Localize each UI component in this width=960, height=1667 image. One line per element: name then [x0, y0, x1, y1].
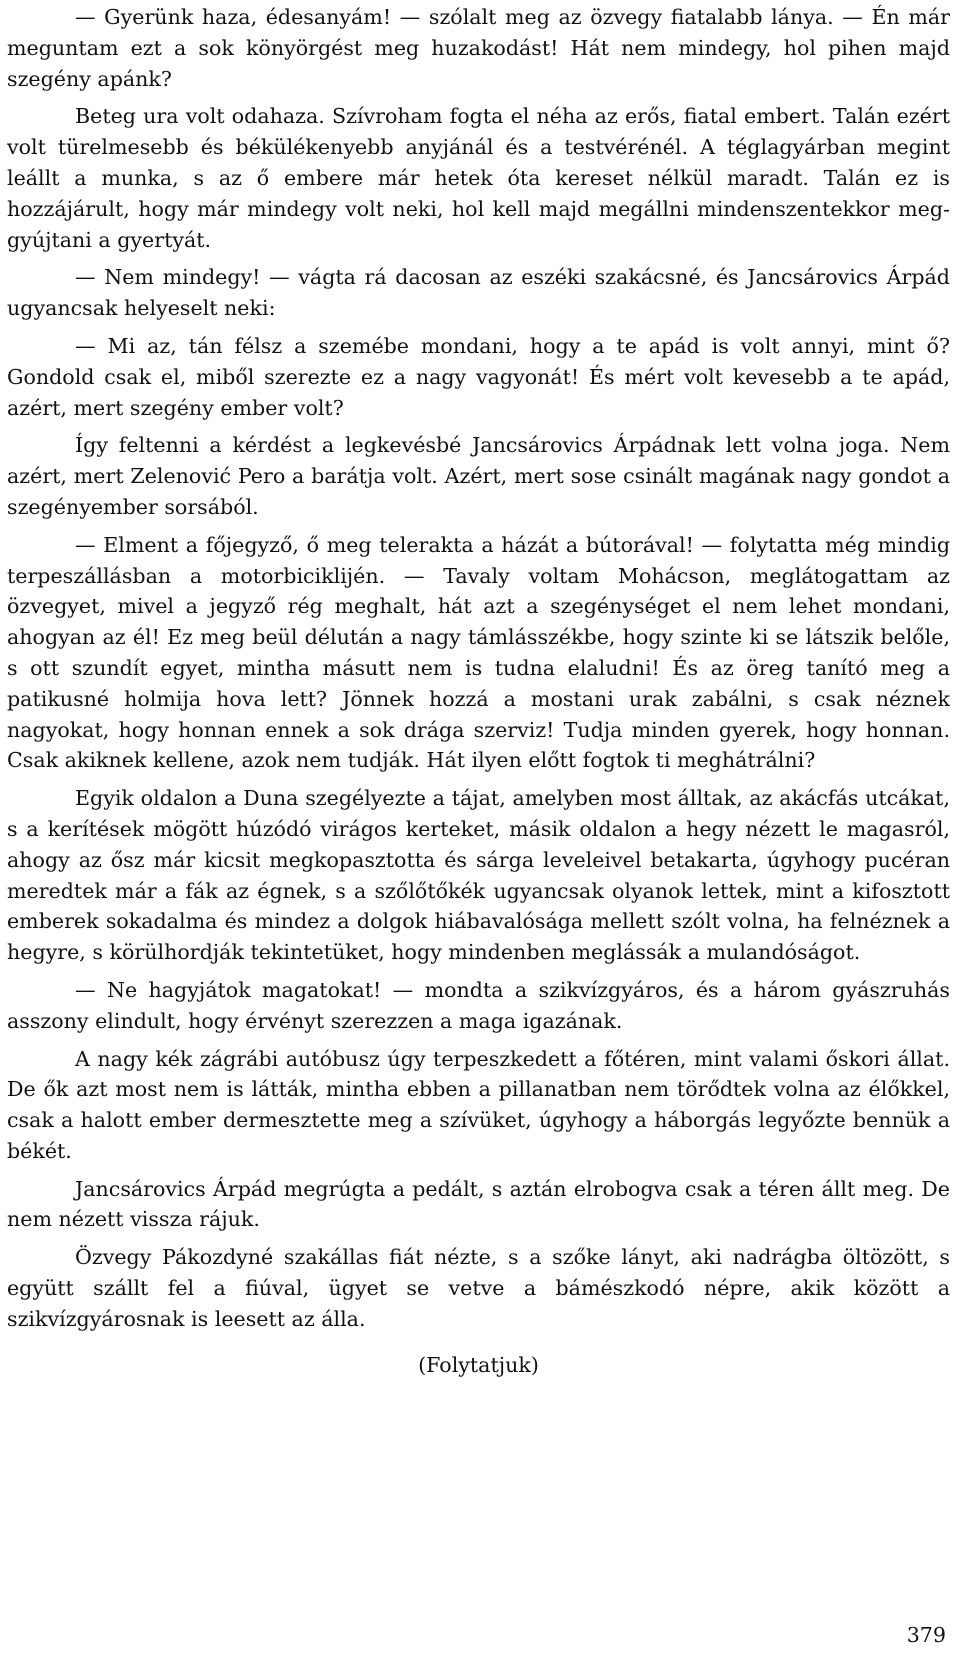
page-number: 379 — [906, 1623, 946, 1648]
paragraph-10: Jancsárovics Árpád megrúgta a pedált, s aztán elrobogva csak a téren állt meg. De nem nézett vissza rájuk. — [7, 1176, 950, 1232]
paragraph-11: Özvegy Pákozdyné szakállas fiát nézte, s a szőke lányt, aki nadrágba öltözött, s együtt szállt fel a fiúval, ügyet se vetve a bámészkodó népre, akik között a szikvízgyárosnak is leesett az álla. — [7, 1245, 950, 1331]
paragraph-7: Egyik oldalon a Duna szegélyezte a tájat, amelyben most álltak, az akácfás utcákat, s a kerítések mögött húzódó virágos kerteket, másik oldalon a hegy nézett le magasról, ahogy az ősz már kicsit megkopasztotta és sárga leveleivel betakarta, úgyhogy pucéran meredtek már a fák az égnek, s a szőlőtőkék ugyancsak olyanok lettek, mint a kifosztott emberek sokadalma és mindez a dolgok hiábavalósága mellett szólt volna, ha felnéznek a hegyre, s körülhordják tekintetüket, hogy mindenben meglássák a mulandóságot. — [7, 786, 950, 965]
paragraph-6: — Elment a főjegyző, ő meg telerakta a házát a bútorával! — folytatta még mindig terpeszállásban a motorbiciklijén. — Tavaly voltam Mohácson, meglátogattam az özvegyet, mivel a jegyző rég meghalt, hát azt a szegénységet el nem lehet mondani, ahogyan az él! Ez meg beül délután a nagy támlásszékbe, hogy szinte ki se látszik belőle, s ott szundít egyet, mintha másutt nem is tudna elaludni! És az öreg tanító meg a patikusné holmija hova lett? Jönnek hozzá a mostani urak zabálni, s csak néznek nagyokat, hogy honnan ennek a sok drága szerviz! Tudja minden gyerek, hogy honnan. Csak akiknek kellene, azok nem tudják. Hát ilyen előtt fogtok ti meghátrálni? — [7, 532, 950, 773]
paragraph-1: — Gyerünk haza, édesanyám! — szólalt meg az özvegy fiatalabb lánya. — Én már meguntam ezt a sok könyörgést meg huzakodást! Hát nem mindegy, hol pihen majd szegény apánk? — [7, 5, 950, 91]
paragraph-2: Beteg ura volt odahaza. Szívroham fogta el néha az erős, fiatal embert. Talán ezért volt türelmesebb és békülékenyebb anyjánál és a testvérénél. A téglagyárban megint leállt a munka, s az ő embere már hetek óta kereset nélkül maradt. Talán ez is hozzájárult, hogy már mindegy volt neki, hol kell majd megállni mindenszentekkor meggyújtani a gyertyát. — [7, 104, 950, 252]
paragraph-8: — Ne hagyjátok magatokat! — mondta a szikvízgyáros, és a három gyászruhás asszony elindult, hogy érvényt szerezzen a maga igazának. — [7, 977, 950, 1033]
to-be-continued: (Folytatjuk) — [418, 1352, 539, 1377]
paragraph-5: Így feltenni a kérdést a legkevésbé Jancsárovics Árpádnak lett volna joga. Nem azért, mert Zelenović Pero a barátja volt. Azért, mert sose csinált magának nagy gondot a szegényember sorsából. — [7, 433, 950, 519]
paragraph-3: — Nem mindegy! — vágta rá dacosan az eszéki szakácsné, és Jancsárovics Árpád ugyancsak helyeselt neki: — [7, 265, 950, 321]
paragraph-9: A nagy kék zágrábi autóbusz úgy terpeszkedett a főtéren, mint valami őskori állat. De ők azt most nem is látták, mintha ebben a pillanatban nem törődtek volna az élőkkel, csak a halott ember dermesztette meg a szívüket, úgyhogy a háborgás legyőzte bennük a békét. — [7, 1046, 950, 1163]
paragraph-4: — Mi az, tán félsz a szemébe mondani, hogy a te apád is volt annyi, mint ő? Gondold csak el, miből szerezte ez a nagy vagyonát! És mért volt kevesebb a te apád, azért, mert szegény ember volt? — [7, 333, 950, 420]
